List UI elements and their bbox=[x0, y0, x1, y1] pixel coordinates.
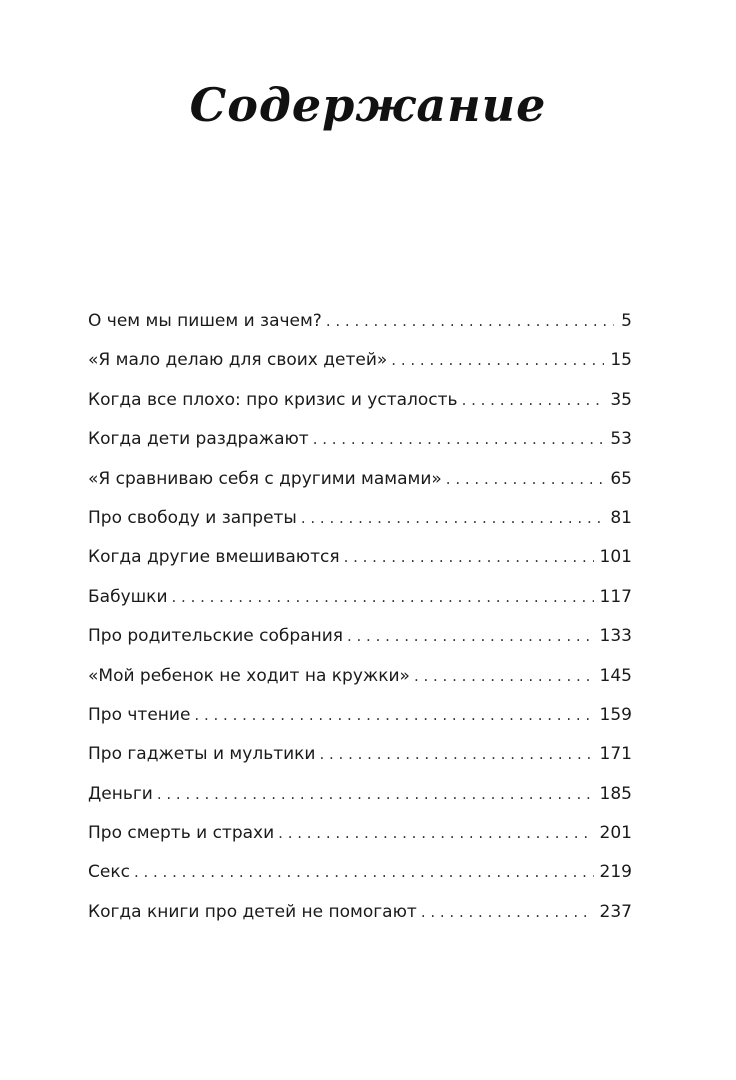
toc-leader-dots bbox=[344, 538, 594, 577]
toc-entry-page: 237 bbox=[599, 901, 632, 922]
page-title: Содержание bbox=[189, 78, 547, 132]
toc-entry[interactable] bbox=[88, 617, 632, 656]
toc-entry[interactable] bbox=[88, 381, 632, 420]
toc-entry-page: 171 bbox=[599, 744, 632, 765]
toc-entry-page: 145 bbox=[599, 665, 632, 686]
toc-leader-dots bbox=[134, 853, 594, 892]
toc-leader-dots bbox=[462, 381, 605, 420]
toc-entry[interactable] bbox=[88, 538, 632, 577]
toc-entry[interactable] bbox=[88, 499, 632, 538]
toc-entry-page: 81 bbox=[610, 507, 632, 528]
toc-leader-dots bbox=[421, 893, 594, 932]
table-of-contents bbox=[88, 302, 632, 932]
toc-entry-page: 5 bbox=[621, 311, 632, 331]
toc-entry[interactable] bbox=[88, 460, 632, 499]
toc-entry[interactable] bbox=[88, 735, 632, 774]
toc-entry-page: 159 bbox=[599, 704, 632, 725]
toc-entry[interactable] bbox=[88, 578, 632, 617]
toc-entry-page: 15 bbox=[610, 350, 632, 371]
toc-entry-title: «Мой ребенок не ходит на кружки» bbox=[88, 665, 410, 686]
toc-entry-title: Когда другие вмешиваются bbox=[88, 547, 340, 568]
toc-leader-dots bbox=[446, 460, 605, 499]
toc-entry-page: 101 bbox=[599, 547, 632, 568]
toc-entry[interactable] bbox=[88, 775, 632, 814]
toc-entry[interactable] bbox=[88, 814, 632, 853]
toc-leader-dots bbox=[414, 657, 594, 696]
toc-entry-title: Про гаджеты и мультики bbox=[88, 744, 316, 765]
toc-entry-page: 117 bbox=[599, 586, 632, 607]
toc-entry-title: Бабушки bbox=[88, 586, 168, 607]
toc-entry-title: Про родительские собрания bbox=[88, 626, 343, 647]
toc-entry[interactable] bbox=[88, 893, 632, 932]
toc-entry[interactable] bbox=[88, 341, 632, 380]
toc-entry-page: 219 bbox=[599, 862, 632, 883]
toc-leader-dots bbox=[172, 578, 594, 617]
toc-leader-dots bbox=[278, 814, 593, 853]
toc-leader-dots bbox=[157, 775, 594, 814]
toc-leader-dots bbox=[347, 617, 594, 656]
toc-entry-title: Деньги bbox=[88, 783, 153, 804]
toc-entry[interactable] bbox=[88, 302, 632, 341]
toc-entry-page: 35 bbox=[610, 389, 632, 410]
toc-entry-title: О чем мы пишем и зачем? bbox=[88, 311, 322, 331]
toc-entry-title: Когда дети раздражают bbox=[88, 429, 309, 450]
toc-entry-title: «Я мало делаю для своих детей» bbox=[88, 350, 388, 371]
toc-entry-page: 53 bbox=[610, 429, 632, 450]
toc-entry-page: 185 bbox=[599, 783, 632, 804]
toc-entry[interactable] bbox=[88, 853, 632, 892]
toc-entry-title: «Я сравниваю себя с другими мамами» bbox=[88, 468, 442, 489]
toc-leader-dots bbox=[319, 735, 593, 774]
toc-leader-dots bbox=[326, 302, 614, 341]
toc-entry-title: Про чтение bbox=[88, 704, 191, 725]
toc-leader-dots bbox=[194, 696, 593, 735]
toc-entry-title: Когда книги про детей не помогают bbox=[88, 901, 417, 922]
toc-entry[interactable] bbox=[88, 696, 632, 735]
toc-entry[interactable] bbox=[88, 657, 632, 696]
toc-entry-page: 133 bbox=[599, 626, 632, 647]
toc-entry-title: Секс bbox=[88, 862, 130, 883]
toc-entry-page: 65 bbox=[610, 468, 632, 489]
toc-entry-page: 201 bbox=[599, 823, 632, 844]
toc-leader-dots bbox=[313, 420, 605, 459]
toc-leader-dots bbox=[301, 499, 605, 538]
toc-entry[interactable] bbox=[88, 420, 632, 459]
toc-leader-dots bbox=[391, 341, 604, 380]
toc-entry-title: Когда все плохо: про кризис и усталость bbox=[88, 389, 458, 410]
toc-entry-title: Про смерть и страхи bbox=[88, 823, 275, 844]
toc-entry-title: Про свободу и запреты bbox=[88, 507, 297, 528]
